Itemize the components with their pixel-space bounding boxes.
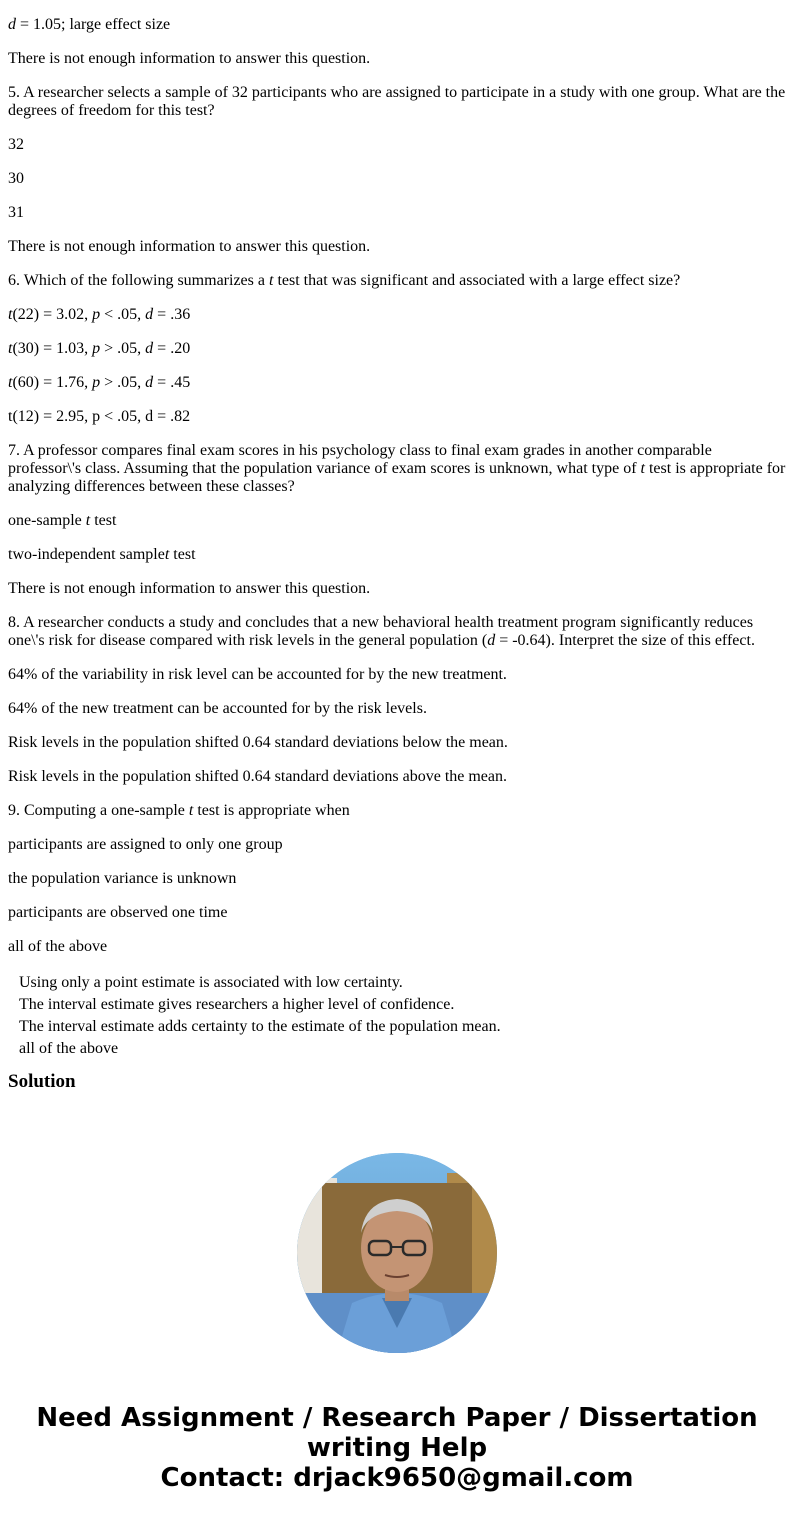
q9-option-2: the population variance is unknown (8, 870, 237, 887)
author-photo (297, 1153, 497, 1353)
t-variable: t (640, 460, 645, 477)
q5-question: 5. A researcher selects a sample of 32 participants who are assigned to participate in a study with one group. What are the degrees of freedom for this test? (8, 84, 786, 119)
q8-option-2: 64% of the new treatment can be accounted for by the risk levels. (8, 700, 427, 717)
q5-option-1: 32 (8, 136, 24, 153)
t-variable: t (85, 512, 91, 529)
p-variable: p (92, 306, 101, 323)
option-text: = .20 (153, 340, 191, 357)
author-avatar (297, 1153, 497, 1353)
q8-option-1: 64% of the variability in risk level can be accounted for by the new treatment. (8, 666, 507, 683)
d-variable: d (487, 632, 496, 649)
question-text: = -0.64). Interpret the size of this effect. (495, 632, 755, 649)
promo-banner (0, 1403, 794, 1493)
t-variable: t (8, 340, 13, 357)
t-variable: t (8, 306, 13, 323)
solution-heading: Solution (8, 1071, 76, 1092)
extra-option-3: The interval estimate adds certainty to the estimate of the population mean. (19, 1018, 501, 1035)
promo-line-2: writing Help (306, 1433, 488, 1463)
option-text: > .05, (100, 340, 146, 357)
q6-option-2 (8, 340, 788, 358)
question-text: 8. A researcher conducts a study and concludes that a new behavioral health treatment program significantly reduces one\'s risk for disease compared with risk levels in the general population ( (8, 614, 754, 649)
question-text: test is appropriate for analyzing differences between these classes? (8, 460, 786, 495)
p-variable: p (92, 374, 101, 391)
option-text: test (90, 512, 117, 529)
question-text: test that was significant and associated with a large effect size? (273, 272, 681, 289)
t-variable: t (188, 802, 194, 819)
option-text: = .45 (153, 374, 191, 391)
extra-option-1: Using only a point estimate is associated with low certainty. (19, 974, 403, 991)
q5-option-2: 30 (8, 170, 24, 187)
option-text: = .36 (153, 306, 191, 323)
q4-option-d: There is not enough information to answer this question. (8, 50, 371, 67)
question-text: test is appropriate when (193, 802, 350, 819)
option-text: (22) = 3.02, (12, 306, 93, 323)
question-text: 9. Computing a one-sample (8, 802, 189, 819)
q4-option-c (8, 16, 788, 34)
t-variable: t (268, 272, 274, 289)
extra-option-4: all of the above (19, 1040, 119, 1057)
option-text: = 1.05; large effect size (16, 16, 171, 33)
q7-option-1 (8, 512, 788, 530)
option-text: (30) = 1.03, (12, 340, 93, 357)
q7-question (8, 442, 788, 496)
q6-option-1 (8, 306, 788, 324)
q7-option-3: There is not enough information to answer this question. (8, 580, 371, 597)
d-variable: d (145, 340, 154, 357)
t-variable: t (8, 374, 13, 391)
d-variable: d (8, 16, 16, 33)
promo-contact[interactable]: Contact: drjack9650@gmail.com (160, 1463, 634, 1493)
q7-option-2 (8, 546, 788, 564)
option-text: > .05, (100, 374, 146, 391)
option-text: (60) = 1.76, (12, 374, 93, 391)
promo-line-1: Need Assignment / Research Paper / Dissertation (36, 1403, 758, 1433)
extra-options-list (8, 972, 788, 1060)
option-text: two-independent sample (8, 546, 165, 563)
document-content (8, 16, 788, 1091)
d-variable: d (145, 374, 154, 391)
q5-option-4: There is not enough information to answer this question. (8, 238, 371, 255)
question-text: 7. A professor compares final exam scores in his psychology class to final exam grades in another comparable professor\'s class. Assuming that the population variance of exam scores is unknown, what type of (8, 442, 712, 477)
q5-option-3: 31 (8, 204, 24, 221)
q8-option-4: Risk levels in the population shifted 0.64 standard deviations above the mean. (8, 768, 508, 785)
extra-option-2: The interval estimate gives researchers a higher level of confidence. (19, 996, 455, 1013)
q9-option-3: participants are observed one time (8, 904, 228, 921)
q6-option-4: t(12) = 2.95, p < .05, d = .82 (8, 408, 191, 425)
q9-option-4: all of the above (8, 938, 108, 955)
option-text: test (169, 546, 196, 563)
p-variable: p (92, 340, 101, 357)
d-variable: d (145, 306, 154, 323)
option-text: < .05, (100, 306, 146, 323)
option-text: one-sample (8, 512, 86, 529)
t-variable: t (164, 546, 170, 563)
q8-question (8, 614, 788, 650)
question-text: 6. Which of the following summarizes a (8, 272, 269, 289)
q6-option-3 (8, 374, 788, 392)
q6-question (8, 272, 788, 290)
q8-option-3: Risk levels in the population shifted 0.64 standard deviations below the mean. (8, 734, 508, 751)
q9-option-1: participants are assigned to only one group (8, 836, 283, 853)
q9-question (8, 802, 788, 820)
